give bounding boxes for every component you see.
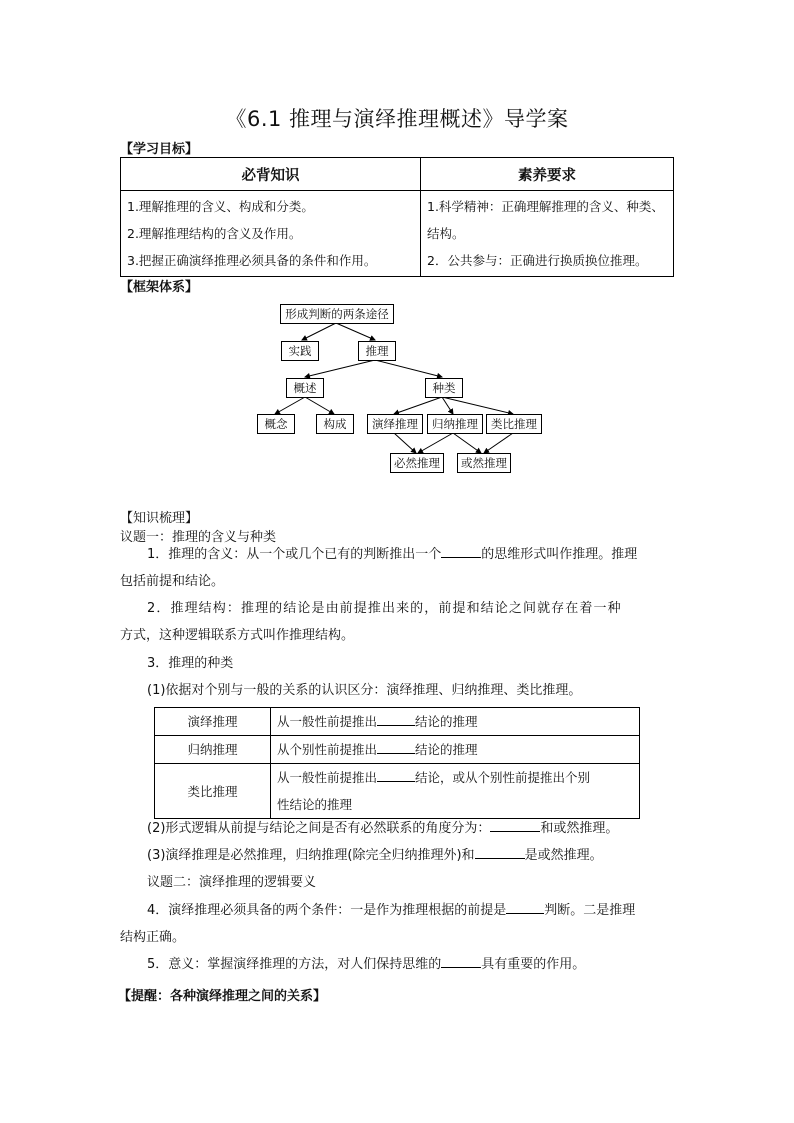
fill-blank[interactable]	[490, 818, 540, 832]
node-reasoning: 推理	[358, 341, 396, 361]
kind-analogical-label: 类比推理	[155, 764, 271, 819]
goals-knowledge-item: 2.理解推理结构的含义及作用。	[127, 226, 302, 241]
framework-diagram	[250, 298, 550, 478]
item-1-text: 的思维形式叫作推理。推理	[481, 547, 638, 562]
kind-text: 结论的推理	[415, 714, 478, 729]
goals-literacy-item: 1.科学精神：正确理解推理的含义、种类、结构。	[427, 199, 664, 241]
fill-blank[interactable]	[441, 954, 481, 968]
item-2-text: 2．推理结构：推理的结论是由前提推出来的，前提和结论之间就存在着一种	[147, 601, 622, 616]
section-review-heading: 【知识梳理】	[120, 511, 199, 526]
node-analogical: 类比推理	[486, 414, 542, 434]
item-2-text: 方式，这种逻辑联系方式叫作推理结构。	[120, 628, 355, 643]
node-overview: 概述	[286, 378, 324, 398]
item-3-2-text: 和或然推理。	[540, 821, 619, 836]
item-3-2-paragraph	[147, 815, 687, 842]
item-3-2-text: (2)形式逻辑从前提与结论之间是否有必然联系的角度分为：	[147, 821, 491, 836]
node-necessary: 必然推理	[390, 453, 444, 473]
kind-text: 结论的推理	[415, 742, 478, 757]
section-goals-heading: 【学习目标】	[120, 142, 199, 157]
fill-blank[interactable]	[506, 900, 544, 914]
goals-knowledge-item: 3.把握正确演绎推理必须具备的条件和作用。	[127, 253, 377, 268]
item-2-paragraph	[120, 595, 675, 649]
goals-literacy-cell	[421, 191, 674, 277]
node-concept: 概念	[257, 414, 295, 434]
item-5-paragraph	[120, 951, 675, 978]
node-practice: 实践	[281, 341, 319, 361]
fill-blank[interactable]	[377, 712, 415, 726]
node-formation-paths: 形成判断的两条途径	[280, 304, 394, 324]
item-3-3-text: 是或然推理。	[524, 848, 603, 863]
item-4-text: 判断。二是推理	[544, 903, 636, 918]
reasoning-kinds-table	[154, 707, 640, 819]
item-4-text: 4．演绎推理必须具备的两个条件：一是作为推理根据的前提是	[147, 903, 507, 918]
item-3-1-text: (1)依据对个别与一般的关系的认识区分：演绎推理、归纳推理、类比推理。	[147, 683, 582, 698]
node-composition: 构成	[316, 414, 354, 434]
kind-analogical-desc	[271, 764, 640, 819]
goals-header-knowledge: 必背知识	[121, 158, 421, 191]
kind-inductive-label: 归纳推理	[155, 736, 271, 764]
item-3-3-text: (3)演绎推理是必然推理，归纳推理(除完全归纳推理外)和	[147, 848, 475, 863]
kind-deductive-desc	[271, 708, 640, 736]
goals-header-literacy: 素养要求	[421, 158, 674, 191]
section-framework-heading: 【框架体系】	[120, 280, 199, 295]
goals-knowledge-item: 1.理解推理的含义、构成和分类。	[127, 199, 314, 214]
fill-blank[interactable]	[377, 740, 415, 754]
node-deductive: 演绎推理	[367, 414, 423, 434]
kind-text: 从个别性前提推出	[277, 742, 378, 757]
node-probable: 或然推理	[457, 453, 511, 473]
item-3-3-paragraph	[147, 842, 687, 869]
kind-text: 结论，或从个别性前提推出个别	[415, 770, 591, 785]
item-1-paragraph	[120, 541, 675, 595]
item-1-text: 包括前提和结论。	[120, 574, 225, 589]
kind-text: 从一般性前提推出	[277, 714, 378, 729]
item-5-text: 5．意义：掌握演绎推理的方法，对人们保持思维的	[147, 957, 442, 972]
item-5-text: 具有重要的作用。	[481, 957, 586, 972]
item-4-text: 结构正确。	[120, 930, 186, 945]
fill-blank[interactable]	[377, 768, 415, 782]
learning-goals-table	[120, 157, 674, 277]
fill-blank[interactable]	[441, 544, 481, 558]
goals-literacy-item: 2．公共参与：正确进行换质换位推理。	[427, 253, 648, 268]
topic-two-heading: 议题二：演绎推理的逻辑要义	[147, 875, 317, 890]
node-kinds: 种类	[425, 378, 463, 398]
item-1-text: 1．推理的含义：从一个或几个已有的判断推出一个	[147, 547, 442, 562]
item-3-heading: 3．推理的种类	[147, 656, 234, 671]
goals-knowledge-cell	[121, 191, 421, 277]
page-title: 《6.1 推理与演绎推理概述》导学案	[225, 107, 569, 131]
kind-inductive-desc	[271, 736, 640, 764]
kind-deductive-label: 演绎推理	[155, 708, 271, 736]
kind-text: 性结论的推理	[277, 797, 353, 812]
reminder-heading: 【提醒：各种演绎推理之间的关系】	[118, 989, 327, 1004]
topic-one-heading: 议题一：推理的含义与种类	[120, 530, 277, 545]
item-4-paragraph	[120, 897, 675, 951]
node-inductive: 归纳推理	[427, 414, 483, 434]
kind-text: 从一般性前提推出	[277, 770, 378, 785]
fill-blank[interactable]	[475, 845, 525, 859]
